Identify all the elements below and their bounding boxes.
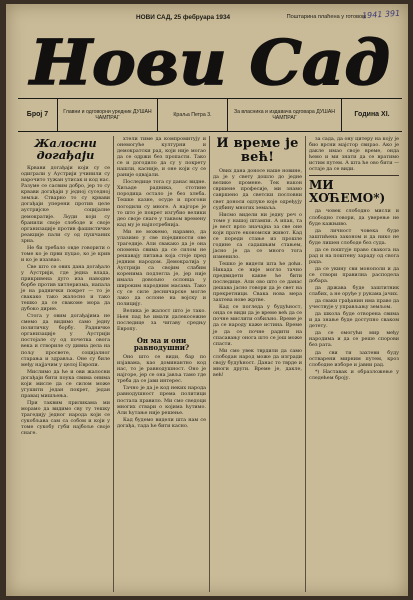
issue-label: Број	[26, 110, 43, 118]
paragraph: Тешко је видети шта ће доћи. Никада се није могло тачно предвидети какве ће бити последице. Али ово што се данас дешава јасно говори да је свет на прекретници. Свака нова мера захтева нове жртве.	[213, 260, 302, 304]
paragraph: Кад будемо видели шта нам се догађа, тада ће бити касно.	[117, 416, 206, 429]
paragraph: Велика је жалост што је тако. Њен пад ће имати далекосежне последице за читаву средњу Европу.	[117, 308, 206, 333]
paragraph: Ми не можемо, наравно, да улазимо у све појединости ове трагедије. Али свакако да је она опомена свима да се силом не решавају питања која стоје пред једним народом. Демократија у Аустрији са својим слабим коренима подлегла је, јер није имала довољно ослонца у широким народним масама. Тако су се силе десничарске могле лако да ослоне на војску и полицију.	[117, 228, 206, 308]
paragraph: Све што се ових дана догађало у Аустрији, где једна влада, прикривена дуго иза наводне борбе против хитлеризма, напала је на раднички покрет — то је свакако тако жалосно и тако тешко да се свакоме мора да дубоко дирне.	[21, 263, 110, 313]
list-item: да личност човека буде заштићена законом и да нико не буде лишен слободе без суда.	[309, 227, 399, 246]
editor-cell: Главни и одговорни уредник ДУШАН ЧАМПРАГ	[58, 99, 158, 131]
paragraph: Не би требало овде говорити о томе ко је први пуцао, ко је крив и ко је изазвао.	[21, 244, 110, 263]
postage-note: Поштарина плаћена у готовом	[286, 14, 366, 20]
list-item: да држава буде заштитник слабих, а не оруђе у рукама јачих.	[309, 285, 399, 298]
column-1	[18, 136, 114, 592]
column-2	[114, 136, 210, 592]
headline-col3: И време је већ!	[216, 136, 299, 165]
footnote: *) Наставак и образложење у следећем броју.	[309, 368, 399, 381]
paragraph: Мислимо да ће и ови жалосни догађаји бити поука свима онима који мисле да се силом може угушити један покрет, један правац мишљења.	[21, 368, 110, 399]
list-item: да човек слободно мисли и слободно говори, да уверење не буде кажњиво.	[309, 208, 399, 227]
list-item: да сваки грађанин има право да учествује у управљању земљом.	[309, 298, 399, 311]
handwritten-number: 1941 391	[361, 8, 401, 21]
list-item: да школа буде отворена свима и да знање буде доступно сваком детету.	[309, 311, 399, 330]
list-item: да се укину сви монополи и да се створи правилна расподела добара.	[309, 265, 399, 284]
paragraph: Оно што се види, бар по изјавама, као доминантно код нас, то је равнодушност. Оно је најгоре, јер се она јавља тамо где треба да се јави интерес.	[117, 354, 206, 385]
masthead	[24, 30, 396, 94]
year-cell: Година XI.	[354, 110, 390, 118]
paragraph: Кад се погледа у будућност, онда се види да је време већ да се почне мислити озбиљно. Време је да се народу каже истина. Време је да се почне радити на спасавању онога што се још може спасти.	[213, 304, 302, 347]
column-4	[306, 136, 402, 592]
masthead-logo	[24, 30, 396, 94]
column-3	[210, 136, 306, 592]
divider	[309, 175, 399, 176]
headline-col4: МИ ХОЋЕМО*)	[309, 178, 386, 205]
paragraph: Ових дана доносе наше новине, да је у свету дошло до једне велике промене. Тек након свршене професије, ми знамо савршено да светски пословни свет доноси одлуке које одређују судбину многих земаља.	[213, 168, 302, 211]
paragraph: хтели тиме да компромитују и онемогуће културни и демократски рад, који није могао да се одржи без пропасти. Тако се и догодило да су у покрету нашли, касније, и оне који су се раније одвајали.	[117, 136, 206, 179]
paragraph: Тачно је да је код неких народа равнодушност према политици постала правило. Ми смо сведоци многих ствари о којима ћутимо. Али ћутање није решење.	[117, 385, 206, 416]
info-bar	[18, 98, 402, 132]
paragraph: При таквим приликама ми морамо да видимо сву ту тешку трагедију једног народа који се сукобљава сам са собом и који у томе сукобу губи најбоље своје снаге.	[21, 399, 110, 437]
paragraph: Крвави догађаји који су се одиграли у Аустрији учинили су нарочито тужан утисак и код нас. Разуме се сасвим добро, јер то су крвави догађаји у једној суседној земљи. Стварно то су крвави догађаји уперени против целе аустријске социјалне демократије. Људи који су бранили своје слободе и своје организације против фашистичке реакције пали су од пушчаних зрна.	[21, 165, 110, 244]
paragraph: за сада, да ону цитеру на коју је био врсни мајстор свирао. Ако је дакле имао своје време, онда ћемо и ми знати да се вратимо истим путем. А шта ће ово бити — остаје да се види.	[309, 136, 399, 173]
paragraph: Последице тога су данас видне. Хиљаде радника, стотине породица остало је без хлеба. Тешке казне, осуде и прогони погодили су многе. А најгоре је то што је покрет изгубио велики део своје снаге у таквом времену кад му је најпотребнија.	[117, 179, 206, 228]
issue-cell	[18, 99, 58, 131]
headline-col1: Жалосни догађаји	[34, 136, 97, 163]
paragraph: Нисмо видели ни једну реч о томе у нашој штампи. А ипак, та је вест врло значајна за све оне који прате економски живот. Кад се пореди стање из прошле године са садашњим стањем, јасно је да се много тога изменило.	[213, 211, 302, 260]
city-date: НОВИ САД, 25 фебруара 1934	[136, 14, 231, 21]
list-item: да се поштује право свакога на рад и на поштену зараду од свога рада.	[309, 246, 399, 265]
paragraph: Стога у овим догађајима не смемо да видимо само једну политичку борбу. Радничке организације у Аустрији постојале су од почетка овога века и створиле су дивна дела на пољу просвете, социјалног старања и здравља. Оне су биле међу најјачим у целој Европи.	[21, 313, 110, 368]
issue-number: 7	[44, 110, 49, 118]
col1-body	[21, 165, 110, 436]
paragraph: Ми смо увек тврдили да само слободан народ може да изгради своју будућност. Данас то тврде и многи други. Време је, дакле, већ!	[213, 347, 302, 378]
subhead-col2: Он ма и они равнодушни?	[133, 335, 190, 352]
article-columns	[18, 136, 402, 592]
masthead-title: Нови Сад	[27, 30, 391, 94]
top-line	[136, 14, 366, 21]
list-item: да сви ти захтеви буду остварени мирним путем, кроз слободне изборе и јавни рад.	[309, 349, 399, 368]
office-cell: Краља Петра 3.	[158, 99, 228, 131]
publisher-cell: За власника и издавача одговара ДУШАН ЧАМПРАГ	[228, 99, 342, 131]
newspaper-page	[6, 4, 408, 596]
list-item: да се омогући мир међу народима и да се реше спорови без рата.	[309, 330, 399, 349]
